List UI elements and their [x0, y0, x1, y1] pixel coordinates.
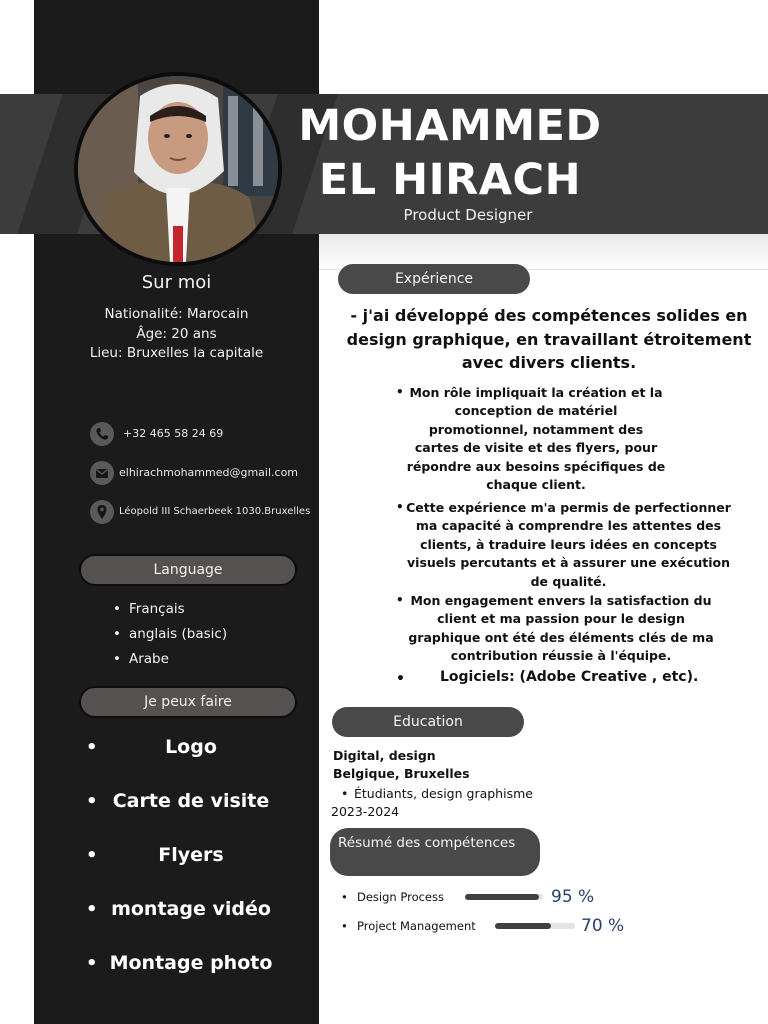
- bullet-icon: •: [341, 890, 348, 904]
- bullet-icon: •: [396, 500, 404, 514]
- bullet-icon: •: [86, 791, 98, 812]
- skill-percent: 70 %: [581, 916, 625, 936]
- bullet-icon: •: [86, 899, 98, 920]
- education-heading-pill: Education: [332, 707, 524, 737]
- phone-icon: [90, 422, 114, 446]
- skill-bar-fill: [495, 923, 551, 929]
- job-title: Product Designer: [403, 206, 533, 224]
- experience-tools: Logiciels: (Adobe Creative , etc).: [440, 669, 699, 685]
- bullet-icon: •: [341, 786, 349, 801]
- location-pin-icon: [90, 500, 114, 524]
- skill-percent: 95 %: [551, 887, 595, 907]
- contact-phone[interactable]: +32 465 58 24 69: [123, 427, 224, 440]
- abilities-heading-pill: Je peux faire: [79, 686, 297, 718]
- avatar: [74, 72, 282, 266]
- education-field: Digital, design: [333, 748, 436, 763]
- experience-point: Mon rôle impliquait la création et la conception de matériel promotionnel, notamment des cartes de visite et des flyers, pour répondre aux besoins spécifiques de chaque client.: [406, 385, 666, 493]
- experience-point: Cette expérience m'a permis de perfectionner ma capacité à comprendre les attentes des clients, à traduire leurs idées en concepts visuels percutants et à assurer une exécution de qualité.: [406, 500, 731, 589]
- ability-item: Montage photo: [109, 952, 273, 974]
- language-item: • anglais (basic): [113, 626, 227, 642]
- bullet-icon: •: [396, 593, 404, 607]
- contact-email[interactable]: elhirachmohammed@gmail.com: [119, 466, 299, 479]
- skill-label: Design Process: [357, 890, 444, 904]
- bullet-icon: •: [396, 671, 405, 687]
- about-location: Lieu: Bruxelles la capitale: [89, 345, 264, 361]
- ability-item: Carte de visite: [112, 790, 270, 812]
- experience-point: Mon engagement envers la satisfaction du client et ma passion pour le design graphique ont été des éléments clés de ma contribution réussie à l'équipe.: [408, 593, 714, 664]
- about-heading: Sur moi: [141, 272, 212, 293]
- experience-intro: - j'ai développé des compétences solides en design graphique, en travaillant étroitement avec divers clients.: [346, 306, 752, 372]
- ability-item: montage vidéo: [111, 898, 271, 920]
- language-heading-pill: Language: [79, 554, 297, 586]
- about-age: Âge: 20 ans: [136, 326, 217, 342]
- bullet-icon: •: [86, 737, 98, 758]
- name-second-line: EL HIRACH: [318, 155, 582, 205]
- education-program: Étudiants, design graphisme: [354, 786, 533, 801]
- name-first-line: MOHAMMED: [298, 101, 602, 151]
- skill-label: Project Management: [357, 919, 476, 933]
- skill-bar-fill: [465, 894, 539, 900]
- language-item: • Français: [113, 601, 185, 617]
- bullet-icon: •: [86, 845, 98, 866]
- language-item: • Arabe: [113, 651, 169, 667]
- education-place: Belgique, Bruxelles: [333, 766, 470, 781]
- mail-icon: [90, 461, 114, 485]
- bullet-icon: •: [86, 953, 98, 974]
- contact-address: Léopold III Schaerbeek 1030.Bruxelles: [119, 506, 311, 517]
- bullet-icon: •: [341, 919, 348, 933]
- skills-summary-heading-pill: Résumé des compétences: [330, 828, 540, 876]
- ability-item: Logo: [165, 736, 217, 758]
- ability-item: Flyers: [158, 844, 224, 866]
- about-nationality: Nationalité: Marocain: [104, 306, 249, 322]
- experience-heading-pill: Expérience: [338, 264, 530, 294]
- bullet-icon: •: [396, 385, 404, 399]
- education-years: 2023-2024: [331, 804, 400, 819]
